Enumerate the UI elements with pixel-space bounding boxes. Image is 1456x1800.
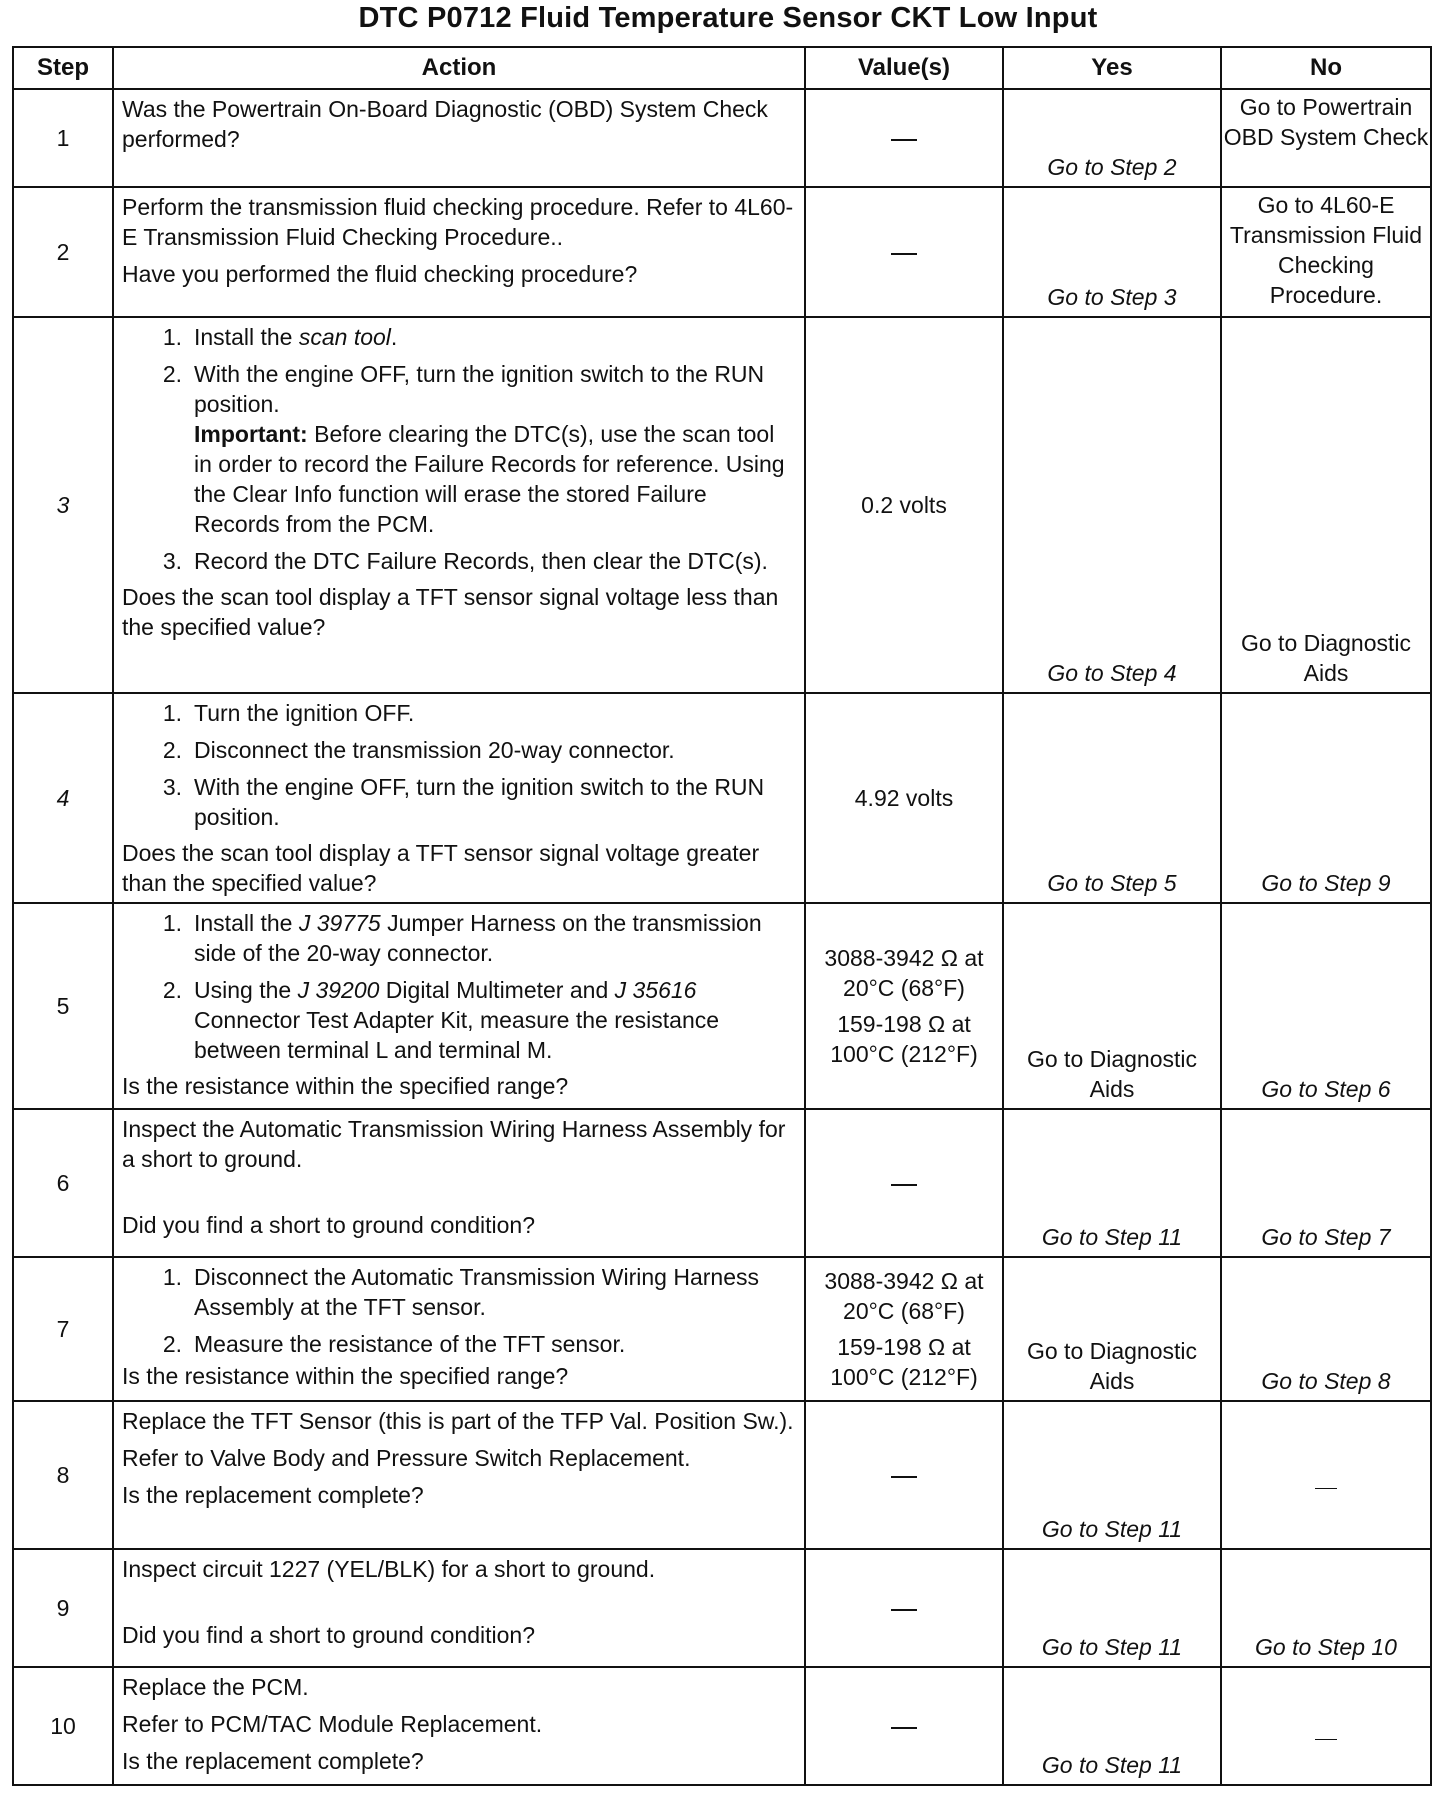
value-range: 159-198 Ω at 100°C (212°F) [830,1334,978,1390]
yes-link[interactable]: Go to Diagnostic Aids [1026,1338,1198,1394]
action-text: Inspect circuit 1227 (YEL/BLK) for a short to ground. [122,1556,656,1582]
action-text: Refer to Valve Body and Pressure Switch Replacement. [122,1445,691,1471]
action-text: Perform the transmission fluid checking procedure. Refer to 4L60-E Transmission Fluid Checking Procedure.. [122,194,794,250]
col-header-step: Step [13,47,113,89]
no-link[interactable]: Go to Diagnostic Aids [1240,630,1412,686]
no-cell [1221,903,1431,1109]
no-link[interactable]: Go to Step 10 [1255,1634,1397,1660]
yes-link[interactable]: Go to Step 2 [1047,154,1177,180]
important-note: Important: Before clearing the DTC(s), use the scan tool in order to record the Failure Records for reference. Using the Clear Info function will erase the stored Failure Records from the PCM. [194,421,785,537]
step-number: 10 [13,1667,113,1785]
action-question: Is the resistance within the specified range? [122,1363,569,1389]
no-link[interactable]: Go to Step 8 [1261,1368,1391,1394]
value-cell: 4.92 volts [805,693,1003,903]
yes-link[interactable]: Go to Step 11 [1041,1224,1183,1250]
value-dash [891,1727,917,1729]
value-range: 159-198 Ω at 100°C (212°F) [830,1011,978,1067]
no-dash [1315,1488,1337,1489]
yes-link[interactable]: Go to Step 3 [1047,284,1177,310]
table-row [13,1109,1431,1257]
col-header-yes: Yes [1003,47,1221,89]
no-cell [1221,1549,1431,1667]
action-cell [113,1667,805,1785]
action-cell [113,903,805,1109]
action-question: Is the replacement complete? [122,1482,424,1508]
no-cell [1221,187,1431,317]
value-dash [891,1476,917,1478]
step-number: 6 [13,1109,113,1257]
action-steps [122,698,798,832]
action-text: Replace the TFT Sensor (this is part of the TFP Val. Position Sw.). [122,1408,794,1434]
action-step: 2. Measure the resistance of the TFT sensor. [162,1331,626,1357]
action-cell [113,187,805,317]
no-link[interactable]: Go to 4L60-E Transmission Fluid Checking Procedure. [1229,192,1423,308]
yes-link[interactable]: Go to Step 11 [1041,1516,1183,1542]
action-cell [113,1109,805,1257]
no-cell [1221,1257,1431,1401]
col-header-no: No [1221,47,1431,89]
step-number: 4 [13,693,113,903]
no-link[interactable]: Go to Step 9 [1261,870,1391,896]
no-dash [1315,1739,1337,1740]
no-link[interactable]: Go to Step 6 [1261,1076,1391,1102]
action-step: 1. Install the scan tool. [162,324,398,350]
action-question: Did you find a short to ground condition? [122,1212,535,1238]
value-cell [805,1549,1003,1667]
step-number: 1 [13,89,113,187]
header-row [13,47,1431,89]
yes-link[interactable]: Go to Diagnostic Aids [1026,1046,1198,1102]
action-question: Is the replacement complete? [122,1748,424,1774]
value-dash [891,139,917,141]
table-row [13,1549,1431,1667]
yes-cell [1003,1401,1221,1549]
step-number: 5 [13,903,113,1109]
table-row [13,1257,1431,1401]
yes-cell [1003,317,1221,693]
action-cell [113,1549,805,1667]
value-cell: 0.2 volts [805,317,1003,693]
no-cell [1221,317,1431,693]
value-cell [805,1257,1003,1401]
value-range: 3088-3942 Ω at 20°C (68°F) [824,1268,984,1324]
value-cell [805,1109,1003,1257]
action-step: 3. With the engine OFF, turn the ignition switch to the RUN position. [162,774,765,830]
action-question: Does the scan tool display a TFT sensor signal voltage greater than the specified value? [122,840,760,896]
value-cell [805,1667,1003,1785]
yes-link[interactable]: Go to Step 11 [1041,1752,1183,1778]
yes-cell [1003,187,1221,317]
no-link[interactable]: Go to Step 7 [1261,1224,1391,1250]
no-cell [1221,1667,1431,1785]
yes-cell [1003,693,1221,903]
value-range: 3088-3942 Ω at 20°C (68°F) [824,945,984,1001]
table-row [13,89,1431,187]
no-link[interactable]: Go to Powertrain OBD System Check [1223,94,1429,150]
table-row [13,317,1431,693]
yes-link[interactable]: Go to Step 5 [1047,870,1177,896]
action-question: Does the scan tool display a TFT sensor signal voltage less than the specified value? [122,584,779,640]
table-row [13,1401,1431,1549]
action-text: Was the Powertrain On-Board Diagnostic (OBD) System Check performed? [122,96,768,152]
action-steps [122,546,798,576]
page-title: DTC P0712 Fluid Temperature Sensor CKT Low Input [358,2,1098,34]
action-steps [122,1262,798,1359]
action-text: Refer to PCM/TAC Module Replacement. [122,1711,543,1737]
value-cell [805,903,1003,1109]
action-cell [113,1257,805,1401]
step-number: 3 [13,317,113,693]
no-cell [1221,89,1431,187]
yes-link[interactable]: Go to Step 4 [1047,660,1177,686]
value-cell [805,89,1003,187]
action-text: Inspect the Automatic Transmission Wiring Harness Assembly for a short to ground. [122,1116,786,1172]
table-row [13,187,1431,317]
action-step: 1. Install the J 39775 Jumper Harness on the transmission side of the 20-way connector. [162,910,762,966]
action-steps [122,908,798,1065]
yes-cell [1003,1549,1221,1667]
action-steps [122,322,798,419]
step-number: 7 [13,1257,113,1401]
yes-cell [1003,89,1221,187]
value-cell [805,187,1003,317]
col-header-values: Value(s) [805,47,1003,89]
table-row [13,1667,1431,1785]
yes-cell [1003,903,1221,1109]
action-text: Replace the PCM. [122,1674,309,1700]
action-step: 1. Turn the ignition OFF. [162,700,415,726]
yes-cell [1003,1667,1221,1785]
action-cell [113,89,805,187]
no-cell [1221,1109,1431,1257]
action-step: 3. Record the DTC Failure Records, then clear the DTC(s). [162,548,768,574]
action-cell [113,1401,805,1549]
value-dash [891,253,917,255]
yes-cell [1003,1109,1221,1257]
action-step: 1. Disconnect the Automatic Transmission Wiring Harness Assembly at the TFT sensor. [162,1264,759,1320]
action-question: Is the resistance within the specified range? [122,1073,569,1099]
action-cell [113,693,805,903]
yes-link[interactable]: Go to Step 11 [1041,1634,1183,1660]
value-dash [891,1609,917,1611]
table-row [13,903,1431,1109]
step-number: 2 [13,187,113,317]
step-number: 9 [13,1549,113,1667]
yes-cell [1003,1257,1221,1401]
action-step: 2. Disconnect the transmission 20-way connector. [162,737,675,763]
no-cell [1221,693,1431,903]
table-row [13,693,1431,903]
action-question: Have you performed the fluid checking procedure? [122,261,638,287]
action-cell [113,317,805,693]
no-cell [1221,1401,1431,1549]
diagnostic-table [12,46,1432,1786]
action-step: 2. Using the J 39200 Digital Multimeter and J 35616 Connector Test Adapter Kit, measure the resistance between terminal L and terminal M. [162,977,720,1063]
action-step: 2. With the engine OFF, turn the ignition switch to the RUN position. [162,361,765,417]
step-number: 8 [13,1401,113,1549]
action-question: Did you find a short to ground condition? [122,1622,535,1648]
value-dash [891,1184,917,1186]
value-cell [805,1401,1003,1549]
col-header-action: Action [113,47,805,89]
